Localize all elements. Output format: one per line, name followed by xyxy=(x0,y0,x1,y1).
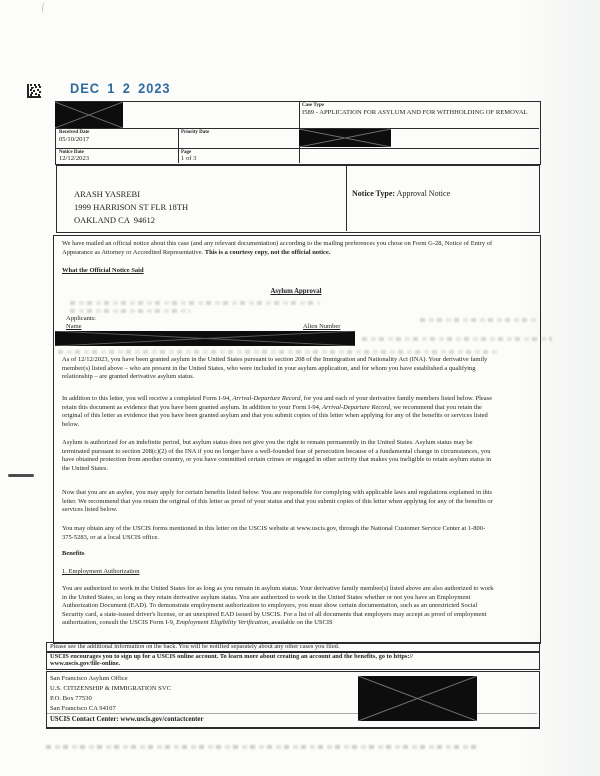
bleedthrough-ghost xyxy=(70,301,320,305)
benefit1-italic: Employment Eligibility Verification xyxy=(176,619,269,627)
paragraph-asylee-benefits: Now that you are an asylee, you may apply for certain benefits listed below. You are responsible for complying with applicable laws and regulations explained in this letter. We recommend that you retain the original of this letter as proof of your status and that you submit copies of this letter when applying for any of the benefits or services listed below. xyxy=(62,489,493,514)
intro-paragraph xyxy=(62,240,496,257)
received-date-label: Received Date xyxy=(59,130,90,135)
office-pobox: P.O. Box 77530 xyxy=(50,695,92,702)
subject-heading: Asylum Approval xyxy=(270,288,322,295)
redaction-bar xyxy=(55,331,355,346)
redaction-box xyxy=(299,129,391,147)
online-note-line2: www.uscis.gov/file-online. xyxy=(50,660,121,668)
p2-text: In addition to this letter, you will receive a completed Form I-94, xyxy=(62,395,233,402)
paragraph-termination: Asylum is authorized for an indefinite period, but asylum status does not give you the right to remain permanently in the United States. Asylum status may be terminated pursuant to section 208(c)(2) of the INA if you no longer have a well-founded fear of persecution because of a fundamental change in circumstances, you have obtained protection from another country, or you have committed certain crimes or engaged in other activity that makes you ineligible to retain asylum status in the United States. xyxy=(62,439,492,472)
pen-mark xyxy=(41,2,48,15)
bleedthrough-ghost xyxy=(362,337,552,341)
online-account-note xyxy=(50,653,530,668)
benefit1-text: You are authorized to work in the United States for as long as you remain in asylum status. Your derivative family member(s) listed above are also authorized to work in the United States, so long as they retain derivative asylum status. You are authorized to work in the United States whether or not you have an Employment Authorization Document (EAD). To demonstrate employment authorization to employers, you must show certain documentation, such as an unrestricted Social Security card, a state-issued driver's license, or an unexpired EAD issued by USCIS. For a list of all documents that employers may accept as proof of employment authorization, consult the USCIS Form I-9, xyxy=(62,585,494,627)
contact-center-line: USCIS Contact Center: www.uscis.gov/contactcenter xyxy=(50,716,204,723)
benefits-heading: Benefits xyxy=(62,550,85,557)
table-line xyxy=(55,148,539,149)
redaction-box xyxy=(55,102,123,128)
datamatrix-barcode-icon xyxy=(27,84,41,98)
notice-type xyxy=(352,189,450,198)
case-type-value: I589 - APPLICATION FOR ASYLUM AND FOR WITHHOLDING OF REMOVAL xyxy=(302,109,528,116)
table-line xyxy=(178,128,179,163)
paragraph-uscis-forms: You may obtain any of the USCIS forms mentioned in this letter on the USCIS website at www.uscis.gov, through the National Customer Service Center at 1-800-375-5283, or at a local USCIS office. xyxy=(62,525,486,541)
page-value: 1 of 3 xyxy=(181,155,197,162)
margin-mark xyxy=(8,474,34,477)
priority-date-label: Priority Date xyxy=(181,130,210,135)
back-note: Please see the additional information on the back. You will be notified separately about any other cases you filed. xyxy=(50,643,340,650)
paragraph-employment-authorization xyxy=(62,585,496,628)
benefit1-text: , available on the USCIS xyxy=(268,619,333,627)
office-city: San Francisco CA 94107 xyxy=(50,705,116,712)
notice-type-value: Approval Notice xyxy=(396,189,451,198)
p2-text: , we recommend that you retain the original of this letter as evidence that you have been granted asylum and that you submit copies of this letter when applying for any of the benefits or services listed below. xyxy=(62,403,488,428)
recipient-name: ARASH YASREBI xyxy=(74,189,141,199)
page-label: Page xyxy=(181,150,192,155)
p2-text: , for you and each of your derivative family members listed below. Please retain this document as evidence that you have been granted asylum. In addition to your Form I-94, xyxy=(62,395,493,411)
notice-date-value: 12/12/2023 xyxy=(59,155,90,162)
name-column-label: Name xyxy=(66,323,82,330)
intro-text: We have mailed an official notice about this case (and any relevant documentation) according to the mailing preferences you chose on Form G-28, Notice of Entry of Appearance as Attorney or Accredited Representative. xyxy=(62,240,493,256)
benefit1-heading: 1. Employment Authorization xyxy=(62,568,140,575)
notice-date-label: Notice Date xyxy=(59,150,84,155)
recipient-street: 1999 HARRISON ST FLR 18TH xyxy=(74,202,189,212)
p2-italic: Arrival-Departure Record xyxy=(322,403,391,411)
notice-type-label: Notice Type: xyxy=(352,189,396,198)
bleedthrough-ghost xyxy=(46,745,476,749)
section-heading: What the Official Notice Said xyxy=(62,267,144,274)
bleedthrough-ghost xyxy=(420,318,538,322)
office-address-block xyxy=(50,674,171,714)
recipient-city: OAKLAND CA 94612 xyxy=(74,215,155,225)
intro-courtesy-note: This is a courtesy copy, not the official notice. xyxy=(204,248,331,256)
bleedthrough-ghost xyxy=(70,309,190,313)
alien-number-column-label: Alien Number xyxy=(303,323,341,330)
table-line xyxy=(346,165,347,231)
date-received-stamp: DEC 1 2 2023 xyxy=(70,81,171,96)
case-type-label: Case Type xyxy=(302,103,324,108)
applicants-label: Applicants: xyxy=(66,315,96,322)
received-date-value: 05/10/2017 xyxy=(59,136,90,143)
bleedthrough-ghost xyxy=(58,350,498,354)
paragraph-asylum-grant: As of 12/12/2023, you have been granted asylum in the United States pursuant to section 208 of the Immigration and Nationality Act (INA). Your derivative family member(s) listed above – who are present in the United States, who were included in your asylum application, and for whom you have established a qualifying relationship – are granted derivative asylum status. xyxy=(62,356,488,381)
online-note-line1: USCIS encourages you to sign up for a USCIS online account. To learn more about creating an account and the benefits, go to https:// xyxy=(50,652,414,660)
paragraph-i94 xyxy=(62,395,496,429)
p2-italic: Arrival-Departure Record xyxy=(232,395,301,402)
table-line xyxy=(55,128,539,129)
office-name: San Francisco Asylum Office xyxy=(50,675,128,682)
office-agency: U.S. CITIZENSHIP & IMMIGRATION SVC xyxy=(50,685,172,692)
recipient-address xyxy=(74,188,188,227)
redaction-box xyxy=(358,676,477,721)
